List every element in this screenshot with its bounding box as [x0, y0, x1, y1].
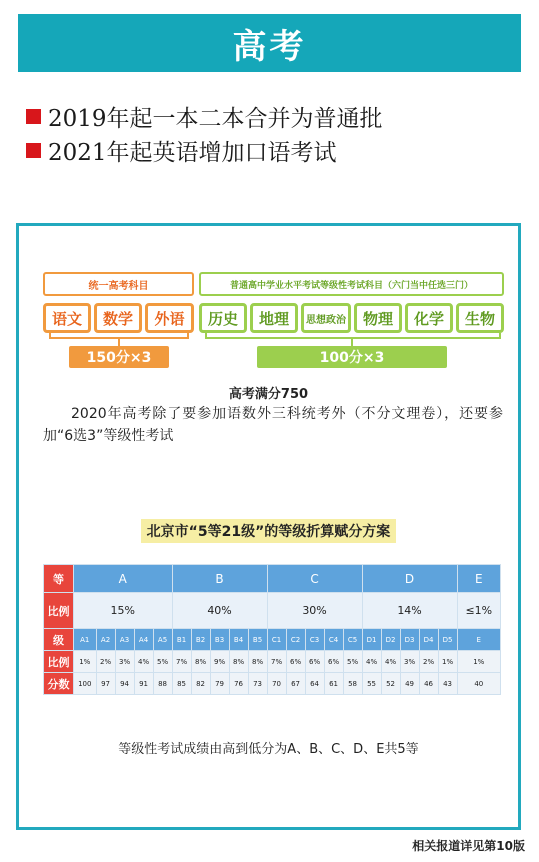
- red-square-icon: [26, 143, 41, 158]
- level-row: [44, 629, 501, 651]
- score-cell: 58: [343, 673, 362, 695]
- level-ratio-row: [44, 651, 501, 673]
- grade-cell: E: [457, 565, 500, 593]
- headline-text: 2019年起一本二本合并为普通批: [48, 106, 383, 132]
- subject-chemistry: 化学: [405, 303, 453, 333]
- headline-text: 2021年起英语增加口语考试: [48, 140, 337, 166]
- table-title: 北京市“5等21级”的等级折算赋分方案: [141, 519, 397, 543]
- level-cell: A2: [96, 629, 115, 651]
- level-ratio-cell: 8%: [229, 651, 248, 673]
- score-cell: 61: [324, 673, 343, 695]
- level-cell: D5: [438, 629, 457, 651]
- grade-ratio-row: [44, 593, 501, 629]
- level-ratio-cell: 1%: [438, 651, 457, 673]
- score-row: [44, 673, 501, 695]
- level-score-bar: 100分×3: [257, 346, 447, 368]
- level-ratio-cell: 4%: [134, 651, 153, 673]
- level-ratio-cell: 1%: [74, 651, 97, 673]
- grade-cell: B: [172, 565, 267, 593]
- subject-politics: 思想政治: [301, 303, 351, 333]
- subject-history: 历史: [199, 303, 247, 333]
- level-ratio-cell: 3%: [115, 651, 134, 673]
- score-cell: 82: [191, 673, 210, 695]
- score-cell: 46: [419, 673, 438, 695]
- level-ratio-cell: 8%: [248, 651, 267, 673]
- score-cell: 40: [457, 673, 500, 695]
- level-ratio-cell: 5%: [153, 651, 172, 673]
- grade-ratio-cell: 14%: [362, 593, 457, 629]
- score-cell: 49: [400, 673, 419, 695]
- row-label-grade: 等: [44, 565, 74, 593]
- score-cell: 55: [362, 673, 381, 695]
- level-ratio-cell: 2%: [419, 651, 438, 673]
- unified-subjects-header: 统一高考科目: [43, 272, 194, 296]
- level-ratio-cell: 8%: [191, 651, 210, 673]
- headline-1: [26, 100, 383, 133]
- row-label-score: 分数: [44, 673, 74, 695]
- level-ratio-cell: 2%: [96, 651, 115, 673]
- level-ratio-cell: 6%: [324, 651, 343, 673]
- row-label-level: 级: [44, 629, 74, 651]
- level-cell: C1: [267, 629, 286, 651]
- row-label-level-ratio: 比例: [44, 651, 74, 673]
- headline-2: [26, 134, 337, 167]
- level-ratio-cell: 9%: [210, 651, 229, 673]
- level-bracket: [205, 333, 501, 339]
- level-ratio-cell: 4%: [381, 651, 400, 673]
- row-label-ratio: 比例: [44, 593, 74, 629]
- subject-physics: 物理: [354, 303, 402, 333]
- grade-cell: A: [74, 565, 173, 593]
- score-cell: 64: [305, 673, 324, 695]
- table-title-wrap: [19, 519, 518, 543]
- score-cell: 91: [134, 673, 153, 695]
- unified-score-bar: 150分×3: [69, 346, 169, 368]
- level-cell: D4: [419, 629, 438, 651]
- level-cell: B2: [191, 629, 210, 651]
- level-cell: B1: [172, 629, 191, 651]
- subject-biology: 生物: [456, 303, 504, 333]
- grade-ratio-cell: 40%: [172, 593, 267, 629]
- score-cell: 97: [96, 673, 115, 695]
- level-cell: B3: [210, 629, 229, 651]
- level-ratio-cell: 6%: [286, 651, 305, 673]
- level-cell: D3: [400, 629, 419, 651]
- score-cell: 73: [248, 673, 267, 695]
- score-cell: 88: [153, 673, 172, 695]
- score-cell: 76: [229, 673, 248, 695]
- level-cell: A4: [134, 629, 153, 651]
- level-subjects-header: 普通高中学业水平考试等级性考试科目（六门当中任选三门）: [199, 272, 504, 296]
- level-ratio-cell: 1%: [457, 651, 500, 673]
- grade-ratio-cell: 15%: [74, 593, 173, 629]
- level-cell: B4: [229, 629, 248, 651]
- description-paragraph: 2020年高考除了要参加语数外三科统考外（不分文理卷），还要参加“6选3”等级性考试: [43, 406, 503, 444]
- grade-ratio-cell: ≤1%: [457, 593, 500, 629]
- level-cell: A1: [74, 629, 97, 651]
- grading-table: [43, 564, 501, 695]
- level-cell: C3: [305, 629, 324, 651]
- level-cell: A3: [115, 629, 134, 651]
- subject-foreign-language: 外语: [145, 303, 194, 333]
- infographic-frame: [16, 223, 521, 830]
- level-cell: D2: [381, 629, 400, 651]
- grade-row: [44, 565, 501, 593]
- level-cell: A5: [153, 629, 172, 651]
- level-cell: D1: [362, 629, 381, 651]
- score-cell: 52: [381, 673, 400, 695]
- section-banner: [18, 14, 521, 72]
- subject-math: 数学: [94, 303, 142, 333]
- subject-chinese: 语文: [43, 303, 91, 333]
- level-cell: B5: [248, 629, 267, 651]
- score-cell: 70: [267, 673, 286, 695]
- score-cell: 79: [210, 673, 229, 695]
- score-cell: 94: [115, 673, 134, 695]
- grade-ratio-cell: 30%: [267, 593, 362, 629]
- level-ratio-cell: 5%: [343, 651, 362, 673]
- level-ratio-cell: 7%: [172, 651, 191, 673]
- level-ratio-cell: 3%: [400, 651, 419, 673]
- level-cell: C4: [324, 629, 343, 651]
- level-ratio-cell: 7%: [267, 651, 286, 673]
- level-cell: C5: [343, 629, 362, 651]
- grading-note: 等级性考试成绩由高到低分为A、B、C、D、E共5等: [118, 742, 419, 757]
- score-cell: 85: [172, 673, 191, 695]
- grade-cell: C: [267, 565, 362, 593]
- grade-cell: D: [362, 565, 457, 593]
- section-title: 高考: [232, 26, 307, 67]
- score-cell: 43: [438, 673, 457, 695]
- level-cell: E: [457, 629, 500, 651]
- level-cell: C2: [286, 629, 305, 651]
- level-ratio-cell: 6%: [305, 651, 324, 673]
- score-cell: 100: [74, 673, 97, 695]
- full-score: 高考满分750: [228, 387, 309, 402]
- level-ratio-cell: 4%: [362, 651, 381, 673]
- subject-geography: 地理: [250, 303, 298, 333]
- red-square-icon: [26, 109, 41, 124]
- score-cell: 67: [286, 673, 305, 695]
- page-reference: 相关报道详见第10版: [412, 839, 525, 853]
